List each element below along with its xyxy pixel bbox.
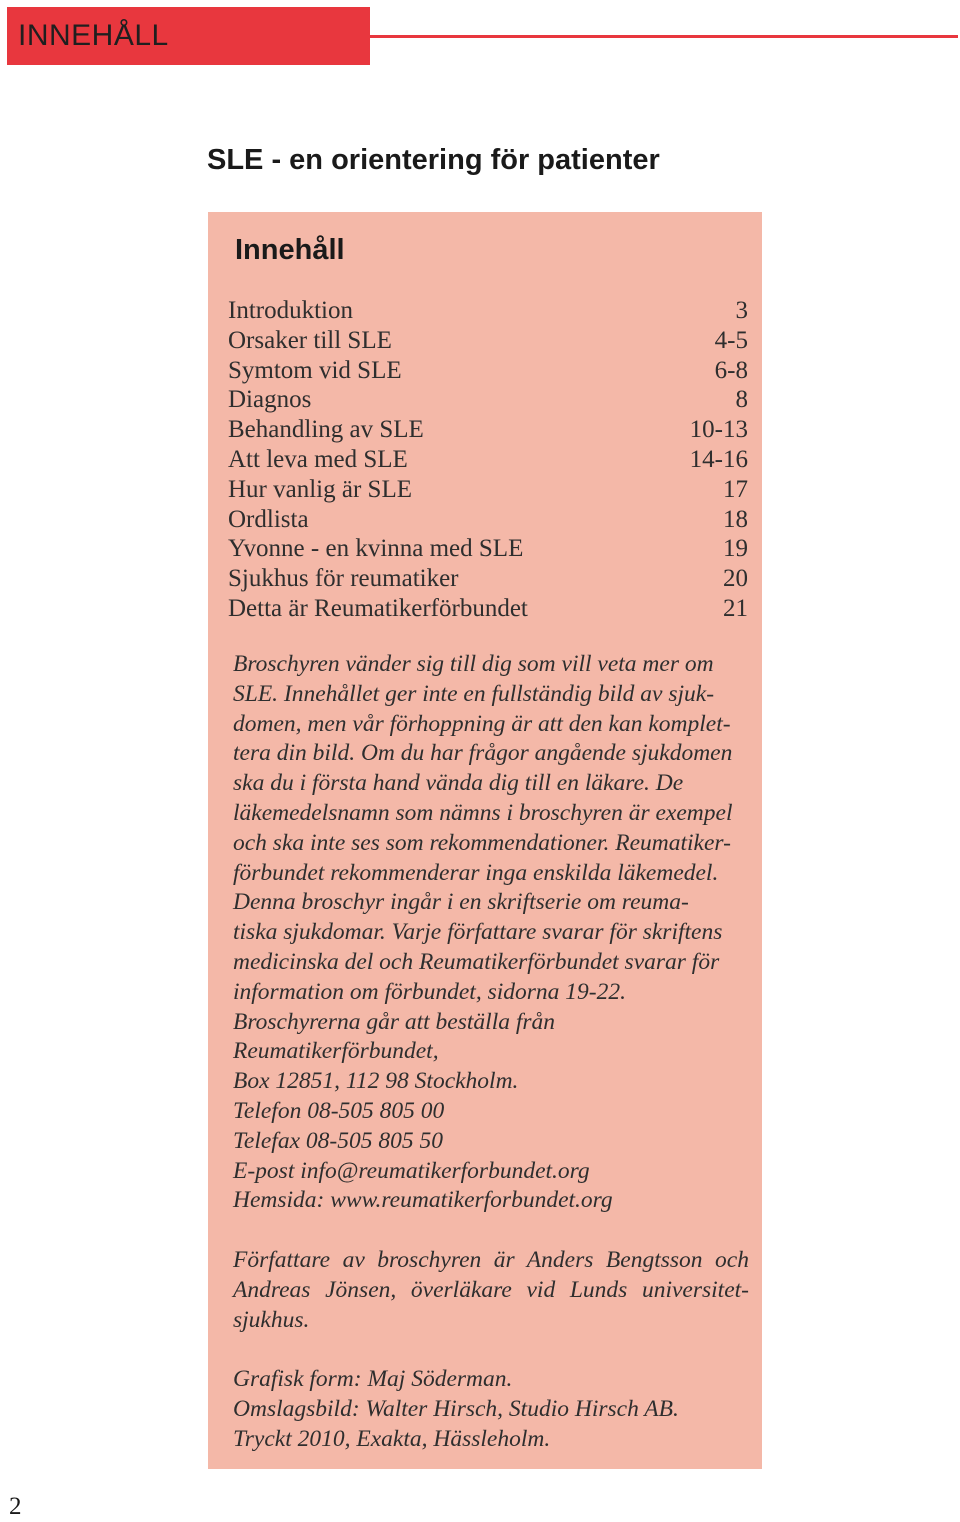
toc-entry[interactable]	[228, 505, 748, 535]
intro-line: Hemsida: www.reumatikerforbundet.org	[233, 1187, 613, 1214]
intro-line: tera din bild. Om du har frågor angående sjukdomen	[233, 740, 733, 767]
intro-paragraph	[233, 650, 753, 1216]
section-header-tab	[7, 7, 370, 65]
authors-paragraph	[233, 1246, 749, 1335]
toc-entry-pages: 21	[723, 594, 748, 622]
credits-line: Grafisk form: Maj Söderman.	[233, 1366, 513, 1392]
toc-entry[interactable]	[228, 475, 748, 505]
toc-entry[interactable]	[228, 594, 748, 624]
intro-line: förbundet rekommenderar inga enskilda läkemedel.	[233, 859, 719, 886]
toc-list	[228, 296, 748, 624]
toc-entry-label: Yvonne - en kvinna med SLE	[228, 535, 524, 563]
intro-line: domen, men vår förhoppning är att den kan komplet-	[233, 710, 731, 737]
section-header-label: INNEHÅLL	[18, 19, 169, 52]
toc-entry-label: Orsaker till SLE	[228, 326, 392, 354]
toc-entry[interactable]	[228, 356, 748, 386]
intro-line: Broschyren vänder sig till dig som vill veta mer om	[233, 651, 714, 677]
toc-entry-label: Hur vanlig är SLE	[228, 475, 412, 503]
toc-entry[interactable]	[228, 564, 748, 594]
toc-entry[interactable]	[228, 326, 748, 356]
intro-line: information om förbundet, sidorna 19-22.	[233, 978, 626, 1005]
header-rule	[370, 35, 958, 38]
credits-line: Omslagsbild: Walter Hirsch, Studio Hirsch AB.	[233, 1395, 679, 1422]
toc-entry[interactable]	[228, 385, 748, 415]
toc-entry[interactable]	[228, 534, 748, 564]
intro-line: SLE. Innehållet ger inte en fullständig bild av sjuk-	[233, 680, 715, 707]
toc-entry-pages: 20	[723, 565, 748, 593]
intro-line: och ska inte ses som rekommendationer. Reumatiker-	[233, 829, 731, 856]
toc-entry-pages: 18	[723, 505, 748, 533]
contents-panel	[208, 212, 762, 1469]
toc-entry-pages: 10-13	[689, 416, 748, 444]
intro-line: ska du i första hand vända dig till en läkare. De	[233, 770, 684, 797]
toc-entry-label: Detta är Reumatikerförbundet	[228, 594, 528, 622]
toc-entry-label: Behandling av SLE	[228, 416, 424, 444]
intro-line: Telefax 08-505 805 50	[233, 1127, 443, 1154]
intro-line: medicinska del och Reumatikerförbundet svarar för	[233, 948, 720, 975]
toc-entry-pages: 8	[735, 386, 748, 414]
page-number: 2	[9, 1493, 22, 1520]
intro-line: läkemedelsnamn som nämns i broschyren är exempel	[233, 799, 733, 826]
toc-entry-pages: 3	[735, 297, 748, 324]
intro-line: Broschyrerna går att beställa från	[233, 1008, 556, 1035]
toc-entry-pages: 19	[723, 535, 748, 563]
toc-entry-label: Ordlista	[228, 505, 309, 533]
toc-entry-pages: 4-5	[714, 326, 748, 354]
toc-entry-label: Introduktion	[228, 297, 353, 324]
toc-entry[interactable]	[228, 415, 748, 445]
intro-line: tiska sjukdomar. Varje författare svarar för skriftens	[233, 919, 723, 946]
toc-entry-pages: 6-8	[714, 356, 748, 384]
toc-entry-label: Att leva med SLE	[228, 445, 408, 473]
toc-heading: Innehåll	[235, 234, 345, 266]
credits-line: Tryckt 2010, Exakta, Hässleholm.	[233, 1425, 551, 1452]
authors-line: sjukhus.	[233, 1306, 310, 1333]
toc-entry[interactable]	[228, 445, 748, 475]
credits-paragraph	[233, 1365, 753, 1454]
intro-line: Denna broschyr ingår i en skriftserie om reuma-	[233, 889, 689, 916]
document-title: SLE - en orientering för patienter	[207, 144, 660, 176]
intro-line: Box 12851, 112 98 Stockholm.	[233, 1068, 519, 1095]
intro-line: Reumatikerförbundet,	[233, 1038, 439, 1065]
intro-line: Telefon 08-505 805 00	[233, 1097, 445, 1124]
toc-entry[interactable]	[228, 296, 748, 326]
intro-line: E-post info@reumatikerforbundet.org	[233, 1157, 590, 1184]
toc-entry-pages: 14-16	[689, 445, 748, 473]
toc-entry-pages: 17	[723, 475, 748, 503]
toc-entry-label: Symtom vid SLE	[228, 356, 402, 384]
toc-entry-label: Sjukhus för reumatiker	[228, 565, 459, 593]
authors-line: Författare av broschyren är Anders Bengtsson och	[233, 1247, 749, 1273]
authors-line: Andreas Jönsen, överläkare vid Lunds universitet-	[233, 1276, 749, 1303]
toc-entry-label: Diagnos	[228, 386, 312, 414]
